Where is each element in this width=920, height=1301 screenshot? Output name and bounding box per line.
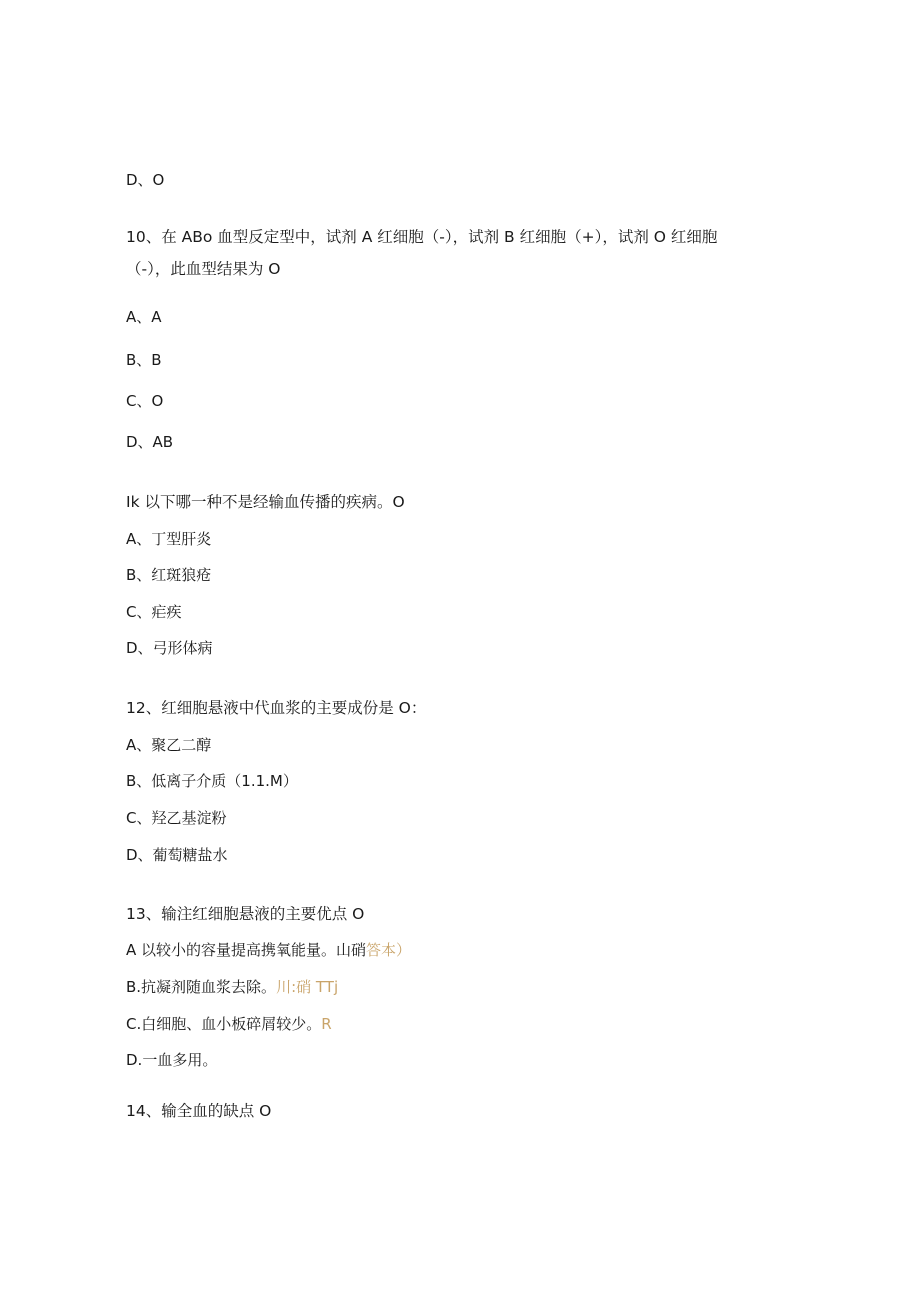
q13-option-a-text: A 以较小的容量提高携氧能量。山硝 — [126, 941, 367, 959]
q10-stem-line2: （-），此血型结果为 O — [126, 260, 281, 278]
q13-option-a — [126, 940, 411, 960]
q13-option-c — [126, 1014, 332, 1034]
q11-stem: Ik 以下哪一种不是经输血传播的疾病。O — [126, 493, 405, 511]
q10-option-d: D、AB — [126, 433, 174, 451]
q12-stem: 12、红细胞悬液中代血浆的主要成份是 O： — [126, 699, 427, 717]
q11-option-d: D、弓形体病 — [126, 639, 213, 657]
q12-option-d: D、葡萄糖盐水 — [126, 846, 228, 864]
q12-option-a: A、聚乙二醇 — [126, 736, 212, 754]
q13-option-b-note: 川:硝 TTj — [276, 978, 339, 996]
q13-option-b-text: B.抗凝剂随血浆去除。 — [126, 978, 277, 996]
q13-option-b — [126, 977, 338, 997]
q12-option-b: B、低离子介质（1.1.M） — [126, 772, 298, 790]
q13-option-d: D.一血多用。 — [126, 1051, 218, 1069]
q10-option-a: A、A — [126, 308, 162, 326]
q13-option-a-note: 答本） — [366, 941, 412, 959]
q9-option-d: D、O — [126, 171, 165, 189]
q13-stem: 13、输注红细胞悬液的主要优点 O — [126, 905, 365, 923]
q11-option-a: A、丁型肝炎 — [126, 530, 212, 548]
q10-option-b: B、B — [126, 351, 162, 369]
q12-option-c: C、羟乙基淀粉 — [126, 809, 227, 827]
q14-stem: 14、输全血的缺点 O — [126, 1102, 272, 1120]
q10-stem-line1: 10、在 ABo 血型反定型中，试剂 A 红细胞（-），试剂 B 红细胞（+），试剂 O 红细胞 — [126, 228, 718, 246]
q13-option-c-text: C.白细胞、血小板碎屑较少。 — [126, 1015, 322, 1033]
q13-option-c-note: R — [321, 1015, 332, 1033]
q11-option-c: C、疟疾 — [126, 603, 182, 621]
q11-option-b: B、红斑狼疮 — [126, 566, 212, 584]
q10-option-c: C、O — [126, 392, 164, 410]
